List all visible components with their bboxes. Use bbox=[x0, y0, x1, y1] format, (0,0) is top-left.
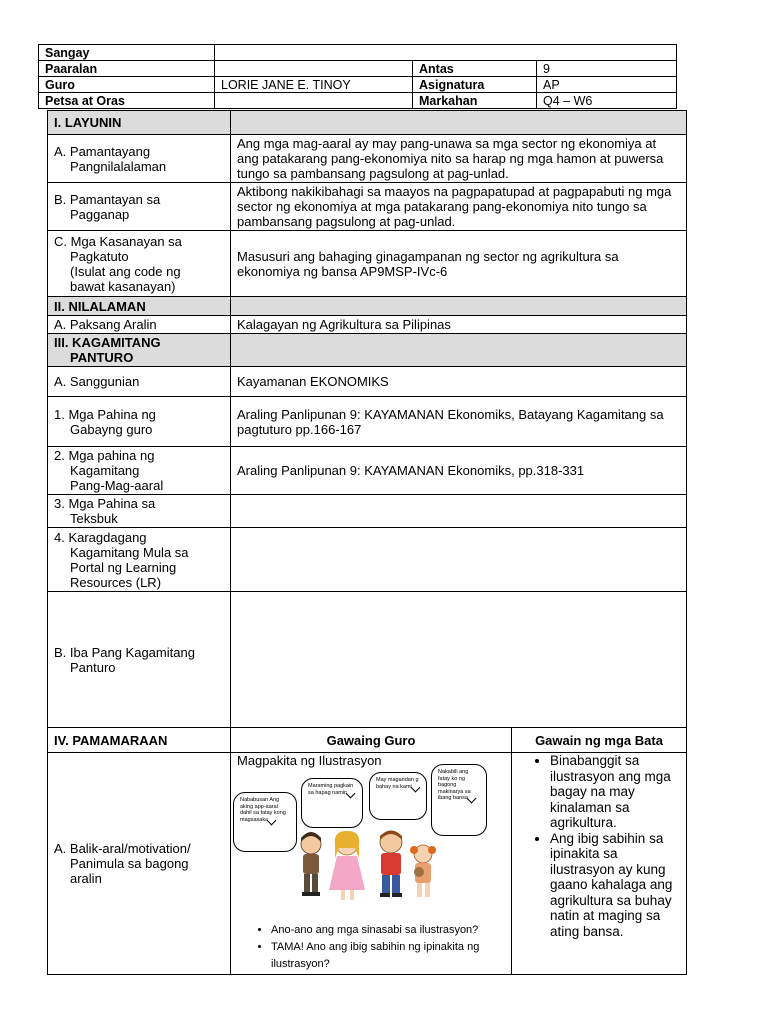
mag-aaral-label-2: Kagamitang bbox=[70, 463, 140, 478]
gawain-bata-cell bbox=[512, 753, 687, 975]
row-petsa bbox=[39, 93, 677, 109]
boy-red-figure bbox=[380, 831, 402, 898]
girl-pink-figure bbox=[329, 831, 365, 900]
illustration-title: Magpakita ng Ilustrasyon bbox=[237, 753, 382, 768]
teksbuk-label bbox=[48, 495, 231, 528]
speech-bubble-3: May magandan g bahay na kami bbox=[369, 772, 427, 820]
mag-aaral-label bbox=[48, 447, 231, 495]
row-iba-pang-kagamitan bbox=[48, 592, 687, 728]
gabay-guro-value: Araling Panlipunan 9: KAYAMANAN Ekonomiks, Batayang Kagamitang sa pagtuturo pp.166-167 bbox=[231, 397, 687, 447]
nilalaman-header-blank bbox=[231, 297, 687, 316]
karagdagang-label-2: Kagamitang Mula sa bbox=[70, 544, 189, 560]
info-table bbox=[38, 44, 677, 109]
bata-item-2: • Ang ibig sabihin sa ipinakita sa ilustrasyon ay kung gaano kahalaga ang agrikultura sa buhay natin at maging sa ating bansa. bbox=[550, 831, 680, 940]
petsa-value bbox=[215, 93, 413, 109]
iba-pang-label-1: B. Iba Pang Kagamitang bbox=[54, 644, 195, 660]
row-guro bbox=[39, 77, 677, 93]
question-item-2: • TAMA! Ano ang ibig sabihin ng ipinakita ng ilustrasyon? bbox=[271, 939, 505, 973]
question-item-1: • Ano-ano ang mga sinasabi sa ilustrasyon? bbox=[271, 922, 505, 939]
balik-aral-label bbox=[48, 753, 231, 975]
girl-orange-figure bbox=[410, 845, 436, 897]
kasanayan-label-4: bawat kasanayan) bbox=[70, 278, 176, 294]
gawaing-guro-header: Gawaing Guro bbox=[231, 728, 512, 753]
pagganap-label-1: B. Pamantayan sa bbox=[54, 191, 161, 207]
layunin-title: I. LAYUNIN bbox=[48, 111, 231, 135]
bata-list bbox=[518, 753, 680, 939]
pamamaraan-title: IV. PAMAMARAAN bbox=[48, 728, 231, 753]
karagdagang-label-3: Portal ng Learning bbox=[70, 559, 177, 575]
kasanayan-label bbox=[48, 231, 231, 297]
pagganap-value: Aktibong nakikibahagi sa maayos na pagpapatupad at pagpapabuti ng mga sector ng ekonomiya at mga patakarang pang-ekonomiya nito tungo sa pambansang pagsulong at pag-unlad. bbox=[231, 183, 687, 231]
asignatura-label: Asignatura bbox=[413, 77, 537, 93]
row-karagdagang-kagamitan bbox=[48, 528, 687, 592]
row-pamamaraan-header bbox=[48, 728, 687, 753]
iba-pang-value bbox=[231, 592, 687, 728]
teksbuk-value bbox=[231, 495, 687, 528]
row-pamantayan-pagganap bbox=[48, 183, 687, 231]
boy-left-figure bbox=[301, 832, 321, 896]
gawain-bata-header: Gawain ng mga Bata bbox=[512, 728, 687, 753]
mag-aaral-label-3: Pang-Mag-aaral bbox=[70, 478, 164, 493]
mag-aaral-value: Araling Panlipunan 9: KAYAMANAN Ekonomiks, pp.318-331 bbox=[231, 447, 687, 495]
kasanayan-value: Masusuri ang bahaging ginagampanan ng sector ng agrikultura sa ekonomiya ng bansa AP9MSP-IVc-6 bbox=[231, 231, 687, 297]
gabay-guro-label bbox=[48, 397, 231, 447]
row-paksang-aralin bbox=[48, 316, 687, 334]
row-paaralan bbox=[39, 61, 677, 77]
paksang-aralin-value: Kalagayan ng Agrikultura sa Pilipinas bbox=[231, 316, 687, 334]
bata-item-1: • Binabanggit sa ilustrasyon ang mga bagay na may kinalaman sa agrikultura. bbox=[550, 753, 680, 831]
row-sanggunian bbox=[48, 367, 687, 397]
speech-bubble-4: Nakabili ang fatay ko ng bagong makinarya sa ibang bansa bbox=[431, 764, 487, 836]
nilalaman-title: II. NILALAMAN bbox=[48, 297, 231, 316]
mag-aaral-label-1: 2. Mga pahina ng bbox=[54, 448, 155, 463]
gabay-guro-label-1: 1. Mga Pahina ng bbox=[54, 406, 156, 422]
kagamitan-title-1: III. KAGAMITANG bbox=[54, 335, 161, 350]
karagdagang-label-1: 4. Karagdagang bbox=[54, 529, 147, 545]
gabay-guro-label-2: Gabayng guro bbox=[70, 421, 153, 437]
question-list bbox=[237, 922, 505, 973]
gawaing-guro-cell bbox=[231, 753, 512, 975]
balik-aral-label-1: A. Balik-aral/motivation/ bbox=[54, 841, 191, 856]
layunin-header-blank bbox=[231, 111, 687, 135]
row-balik-aral bbox=[48, 753, 687, 975]
karagdagang-label bbox=[48, 528, 231, 592]
row-pamantayang-pangnilalaman bbox=[48, 135, 687, 183]
pamantayang-value: Ang mga mag-aaral ay may pang-unawa sa mga sector ng ekonomiya at ang patakarang pang-ekonomiya nito sa harap ng mga hamon at puwersa tungo sa pambansang pagsulong at pag-unlad. bbox=[231, 135, 687, 183]
kasanayan-label-2: Pagkatuto bbox=[70, 248, 129, 264]
kagamitan-title bbox=[48, 334, 231, 367]
row-kagamitan-header bbox=[48, 334, 687, 367]
children-illustration bbox=[295, 828, 445, 910]
row-nilalaman-header bbox=[48, 297, 687, 316]
paksang-aralin-label: A. Paksang Aralin bbox=[48, 316, 231, 334]
kasanayan-label-1: C. Mga Kasanayan sa bbox=[54, 233, 182, 249]
balik-aral-label-2: Panimula sa bagong bbox=[70, 856, 189, 871]
pagganap-label bbox=[48, 183, 231, 231]
guro-label: Guro bbox=[39, 77, 215, 93]
balik-aral-label-3: aralin bbox=[70, 871, 102, 886]
sanggunian-label: A. Sanggunian bbox=[48, 367, 231, 397]
lesson-plan-table bbox=[47, 110, 687, 975]
kagamitan-title-2: PANTURO bbox=[70, 350, 134, 365]
row-sangay bbox=[39, 45, 677, 61]
petsa-label: Petsa at Oras bbox=[39, 93, 215, 109]
row-gabay-guro bbox=[48, 397, 687, 447]
kagamitan-header-blank bbox=[231, 334, 687, 367]
guro-value: LORIE JANE E. TINOY bbox=[215, 77, 413, 93]
row-teksbuk bbox=[48, 495, 687, 528]
speech-bubble-2: Maraming pagkain sa hapag namin bbox=[301, 778, 363, 828]
paaralan-value bbox=[215, 61, 413, 77]
pamantayang-label-2: Pangnilalalaman bbox=[70, 158, 167, 174]
pamantayang-label-1: A. Pamantayang bbox=[54, 143, 151, 159]
sanggunian-value: Kayamanan EKONOMIKS bbox=[231, 367, 687, 397]
iba-pang-label bbox=[48, 592, 231, 728]
teksbuk-label-2: Teksbuk bbox=[70, 511, 118, 526]
karagdagang-value bbox=[231, 528, 687, 592]
speech-bubble-1: Nababusan Ang aking app-aaral dahil sa fatay kong magsasaka bbox=[233, 792, 297, 852]
antas-value: 9 bbox=[537, 61, 677, 77]
row-kagamitang-mag-aaral bbox=[48, 447, 687, 495]
sangay-value bbox=[215, 45, 677, 61]
markahan-value: Q4 – W6 bbox=[537, 93, 677, 109]
pagganap-label-2: Pagganap bbox=[70, 206, 130, 222]
antas-label: Antas bbox=[413, 61, 537, 77]
paaralan-label: Paaralan bbox=[39, 61, 215, 77]
sangay-label: Sangay bbox=[39, 45, 215, 61]
row-layunin-header bbox=[48, 111, 687, 135]
asignatura-value: AP bbox=[537, 77, 677, 93]
pamantayang-label bbox=[48, 135, 231, 183]
teksbuk-label-1: 3. Mga Pahina sa bbox=[54, 496, 156, 511]
illustration bbox=[235, 768, 505, 918]
kasanayan-label-3: (Isulat ang code ng bbox=[70, 263, 181, 279]
karagdagang-label-4: Resources (LR) bbox=[70, 574, 162, 590]
iba-pang-label-2: Panturo bbox=[70, 659, 116, 675]
row-kasanayan bbox=[48, 231, 687, 297]
markahan-label: Markahan bbox=[413, 93, 537, 109]
